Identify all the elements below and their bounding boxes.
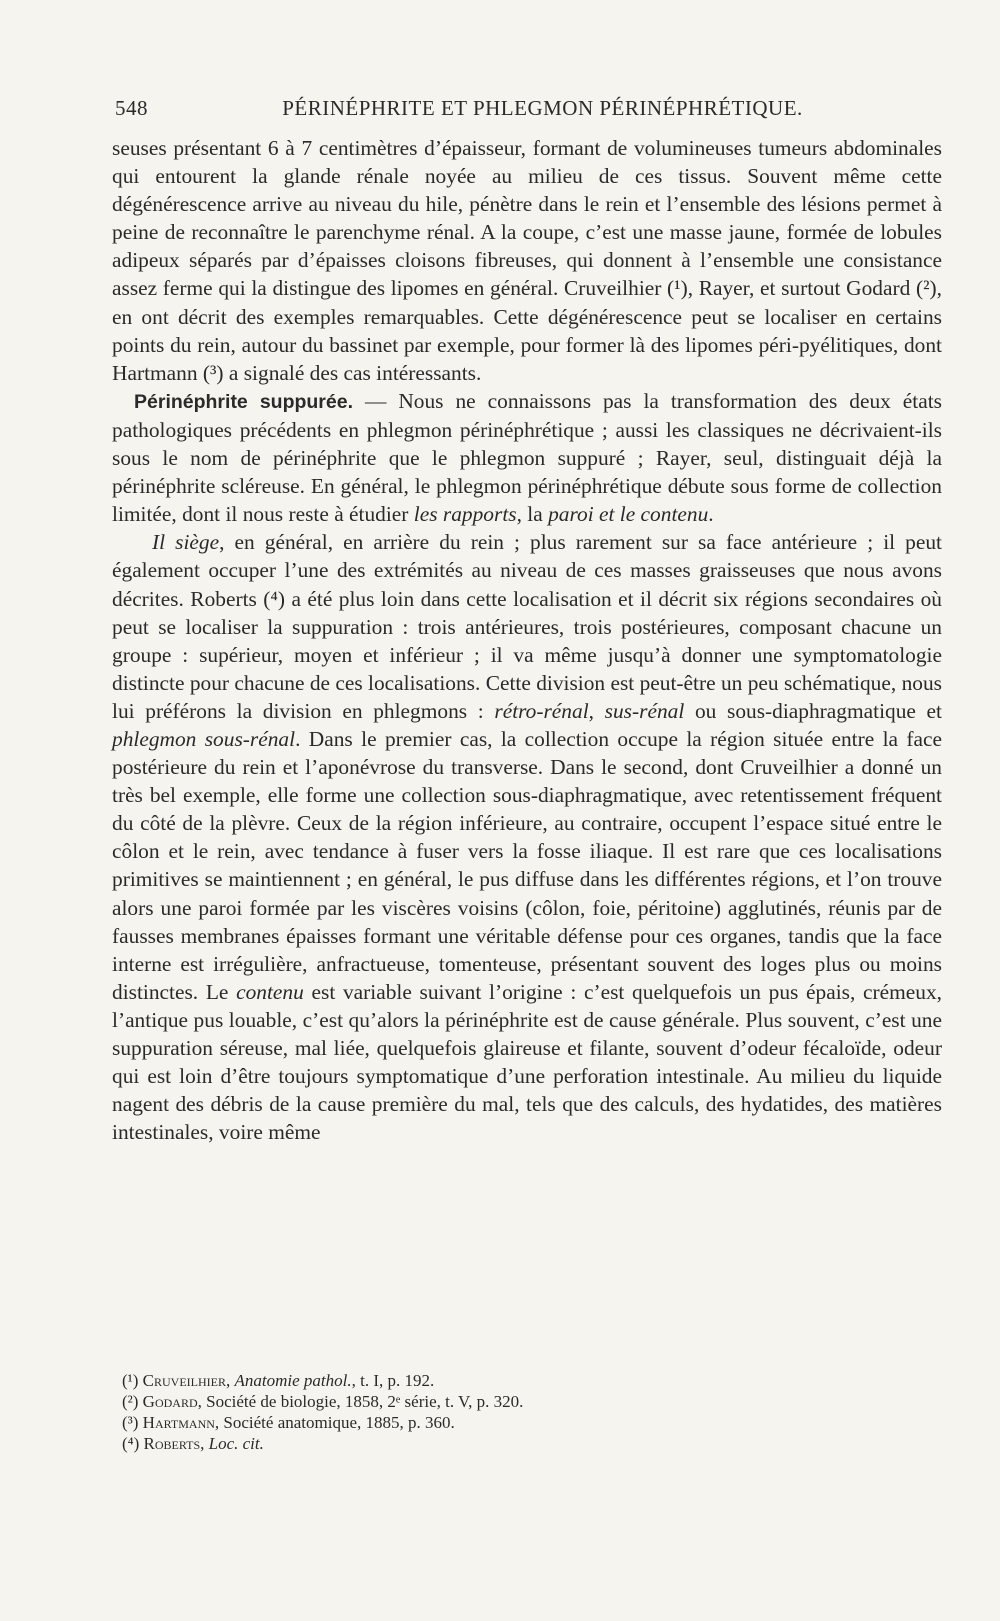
paragraph-1: seuses présentant 6 à 7 centimètres d’épaisseur, formant de volumineuses tumeurs abdominales qui entourent la glande rénale noyée au milieu de ces tissus. Souvent même cette dégénérescence arrive au niveau du hile, pénètre dans le rein et l’ensemble des lésions permet à peine de reconnaître le parenchyme rénal. A la coupe, c’est une masse jaune, formée de lobules adipeux séparés par d’épaisses cloisons fibreuses, qui donnent à l’ensemble une consistance assez ferme qui la distingue des lipomes en général. Cruveilhier (¹), Rayer, et surtout Godard (²), en ont décrit des exemples remarquables. Cette dégénérescence peut se localiser en certains points du rein, autour du bassinet par exemple, pour former là des lipomes péri-pyélitiques, dont Hartmann (³) a signalé des cas intéressants. — [112, 136, 942, 385]
footnote: (²) Godard, Société de biologie, 1858, 2ᵉ série, t. V, p. 320. — [122, 1392, 524, 1411]
page-header — [115, 96, 940, 126]
paragraph-3: Il siège, en général, en arrière du rein ; plus rarement sur sa face antérieure ; il peut également occuper l’une des extrémités au niveau de ces masses graisseuses que nous avons décrites. Roberts (⁴) a été plus loin dans cette localisation et il décrit six régions secondaires où peut se localiser la suppuration : trois antérieures, trois postérieures, composant chacune un groupe : supérieur, moyen et inférieur ; il va même jusqu’à donner une symptomatologie distincte pour chacune de ces localisations. Cette division est peut-être un peu schématique, nous lui préférons la division en phlegmons : rétro-rénal, sus-rénal ou sous-diaphragmatique et phlegmon sous-rénal. Dans le premier cas, la collection occupe la région située entre la face postérieure du rein et l’aponévrose du transverse. Dans le second, dont Cruveilhier a donné un très bel exemple, elle forme une collection sous-diaphragmatique, avec retentissement fréquent du côté de la plèvre. Ceux de la région inférieure, au contraire, occupent l’espace situé entre le côlon et le rein, avec tendance à fuser vers la fosse iliaque. Il est rare que ces localisations primitives se maintiennent ; en général, le pus diffuse dans les différentes régions, et l’on trouve alors une paroi formée par les viscères voisins (côlon, foie, péritoine) agglutinés, réunis par de fausses membranes épaisses formant une véritable défense pour ces organes, tandis que la face interne est irrégulière, anfractueuse, tomenteuse, présentant souvent des loges plus ou moins distinctes. Le contenu est variable suivant l’origine : c’est quelquefois un pus épais, crémeux, l’antique pus louable, c’est qu’alors la périnéphrite est de cause générale. Plus souvent, c’est une suppuration séreuse, mal liée, quelquefois glaireuse et filante, souvent d’odeur fécaloïde, odeur qui est loin d’être toujours symptomatique d’une perforation intestinale. Au milieu du liquide nagent des débris de la cause première du mal, tels que des calculs, des hydatides, des matières intestinales, voire même — [112, 530, 943, 1145]
page-number: 548 — [115, 96, 148, 120]
footnote: (⁴) Roberts, Loc. cit. — [122, 1434, 264, 1453]
section-heading: Périnéphrite suppurée. — [134, 390, 354, 413]
footnote: (³) Hartmann, Société anatomique, 1885, p. 360. — [122, 1413, 455, 1432]
main-text — [112, 134, 942, 1146]
paragraph-2: Périnéphrite suppurée. — Nous ne connaissons pas la transformation des deux états pathologiques précédents en phlegmon périnéphrétique ; aussi les classiques ne décrivaient-ils sous le nom de périnéphrite que le phlegmon suppuré ; Rayer, seul, distinguait déjà la périnéphrite scléreuse. En général, le phlegmon périnéphrétique débute sous forme de collection limitée, dont il nous reste à étudier les rapports, la paroi et le contenu. — [112, 388, 942, 527]
footnote: (¹) Cruveilhier, Anatomie pathol., t. I, p. 192. — [122, 1371, 435, 1390]
footnotes — [122, 1370, 922, 1454]
running-title: PÉRINÉPHRITE ET PHLEGMON PÉRINÉPHRÉTIQUE. — [282, 96, 803, 120]
